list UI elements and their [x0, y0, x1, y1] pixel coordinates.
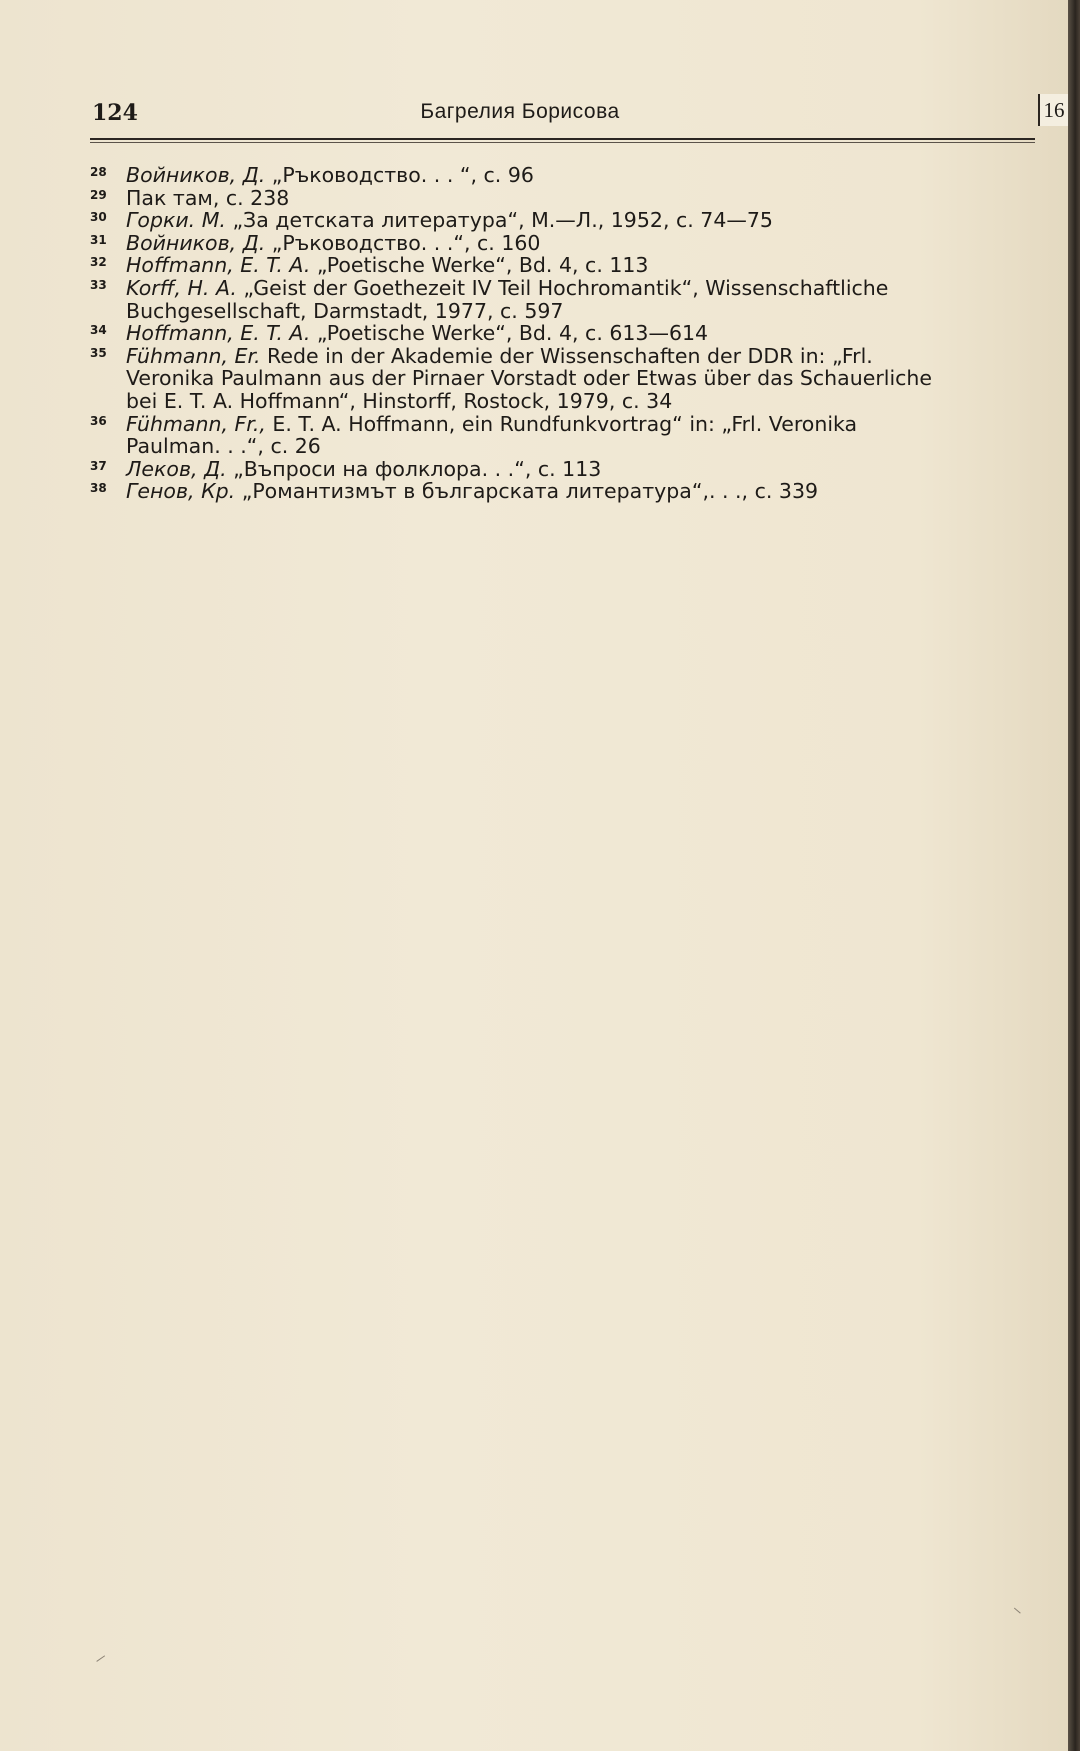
paper-mark [1013, 1608, 1020, 1615]
note-author: Korff, H. A. [126, 275, 237, 300]
note-number: 31 [90, 232, 107, 247]
note-text: „Ръководство. . .“, с. 160 [265, 230, 541, 255]
note-text: „Ръководство. . . “, с. 96 [265, 163, 534, 187]
note-text: „Geist der Goethezeit IV Teil Hochromantik“, Wissenschaftliche [236, 275, 889, 300]
endnotes-list [90, 164, 1040, 503]
note-number: 36 [90, 413, 107, 428]
note-text-continued: bei E. T. A. Hoffmann“, Hinstorff, Rostock, 1979, c. 34 [126, 388, 673, 413]
note-author: Hoffmann, E. T. A. [126, 253, 311, 278]
endnote [90, 345, 1040, 413]
endnote [90, 277, 1040, 322]
note-author: Войников, Д. [126, 163, 266, 187]
endnote [90, 254, 1040, 277]
note-author: Fühmann, Er. [126, 343, 261, 368]
endnote [90, 232, 1040, 255]
endnote [90, 187, 1040, 210]
note-number: 35 [90, 345, 107, 360]
note-number: 34 [90, 323, 107, 338]
note-author: Fühmann, Fr., [126, 411, 266, 436]
note-text: „Въпроси на фолклора. . .“, с. 113 [226, 456, 602, 481]
note-author: Hoffmann, E. T. A. [126, 321, 311, 346]
note-number: 29 [90, 187, 107, 202]
note-text-continued: Veronika Paulmann aus der Pirnaer Vorstadt oder Etwas über das Schauerliche [126, 366, 933, 391]
note-text-continued: Paulman. . .“, c. 26 [126, 434, 321, 459]
note-text: „Poetische Werke“, Bd. 4, c. 113 [310, 253, 649, 278]
note-text: „Poetische Werke“, Bd. 4, c. 613—614 [310, 321, 709, 346]
paper-mark [96, 1655, 105, 1662]
book-spine-edge [1068, 0, 1080, 1751]
note-author: Генов, Кр. [126, 479, 236, 504]
header-rule [90, 138, 1035, 140]
note-number: 32 [90, 255, 107, 270]
page-number: 124 [92, 100, 138, 126]
note-author: Войников, Д. [126, 230, 266, 255]
endnote [90, 413, 1040, 458]
endnote [90, 164, 1040, 187]
note-author: Горки. М. [126, 208, 226, 233]
endnote [90, 322, 1040, 345]
note-number: 33 [90, 277, 107, 292]
endnote [90, 209, 1040, 232]
note-number: 28 [90, 165, 107, 179]
endnote [90, 480, 1040, 503]
note-number: 30 [90, 210, 107, 225]
edge-page-number: 16 [1038, 94, 1068, 126]
note-text: Rede in der Akademie der Wissenschaften der DDR in: „Frl. [260, 343, 873, 368]
note-text: „Романтизмът в българската литература“,. . ., с. 339 [235, 479, 819, 504]
note-number: 37 [90, 458, 107, 473]
note-author: Леков, Д. [126, 456, 227, 481]
note-text-continued: Buchgesellschaft, Darmstadt, 1977, c. 597 [126, 298, 564, 323]
note-text: E. T. A. Hoffmann, ein Rundfunkvortrag“ in: „Frl. Veronika [265, 411, 858, 436]
note-text: „За детската литература“, М.—Л., 1952, с. 74—75 [225, 208, 773, 233]
running-head-author: Багрелия Борисова [420, 100, 620, 123]
header-rule-thin [90, 142, 1035, 143]
note-number: 38 [90, 481, 107, 496]
running-head [90, 98, 1035, 130]
endnote [90, 458, 1040, 481]
note-text: Пак там, с. 238 [126, 185, 290, 210]
